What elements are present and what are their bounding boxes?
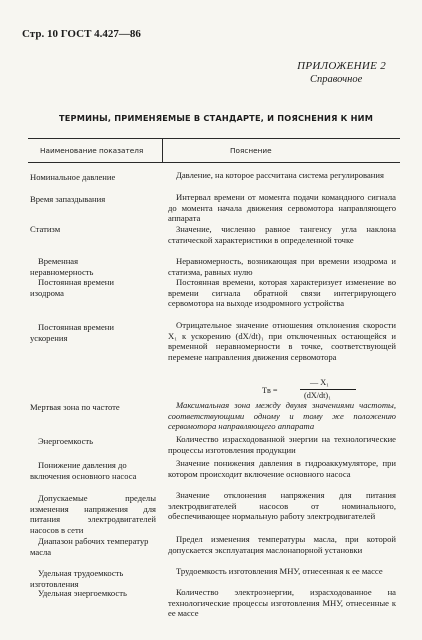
formula-fraction-bar	[300, 389, 356, 390]
table-row-explanation: Значение отклонения напряжения для питания электродвигателей насосов от номинального, обеспечивающее нормальную работу электродвигателей	[168, 490, 396, 522]
table-row-explanation: Давление, на которое рассчитана система регулирования	[176, 170, 384, 180]
section-title: ТЕРМИНЫ, ПРИМЕНЯЕМЫЕ В СТАНДАРТЕ, И ПОЯСНЕНИЯ К НИМ	[58, 113, 374, 123]
formula-tv	[262, 378, 388, 402]
table-row-explanation: Количество израсходованной энергии на технологические процессы изготовления продукции	[168, 434, 396, 455]
table-row-explanation: Постоянная времени, которая характеризует изменение во времени сигнала обратной связи интегрирующего сервомотора на выходе изодромного устройства	[168, 277, 396, 309]
table-row-term: Диапазон рабочих температур масла	[30, 536, 149, 557]
table-row-term: Энергоемкость	[38, 436, 94, 446]
table-row-term: Постоянная времени изодрома	[30, 277, 114, 298]
table-top-rule	[28, 138, 400, 139]
formula-denominator: (dX/dt)₁	[304, 391, 331, 400]
table-row-term: Мертвая зона по частоте	[30, 402, 120, 412]
table-column-divider	[162, 138, 163, 162]
table-row-explanation: Отрицательное значение отношения отклонения скорости X₁ к ускорению (dX/dt)₁ при отключенных остающейся и временной неравномерности в точке, соответствующей перемене направления движения сервомотора	[168, 320, 396, 362]
table-row-term: Статизм	[30, 224, 61, 234]
table-row-term: Время запаздывания	[30, 194, 106, 204]
table-row-explanation: Значение понижения давления в гидроаккумуляторе, при котором происходит включение основного насоса	[168, 458, 396, 479]
table-row-term: Допускаемые пределы изменения напряжения для питания электродвигателей насосов в сети	[30, 493, 156, 535]
table-row-term: Постоянная времени ускорения	[30, 322, 114, 343]
column-header-term: Наименование показателя	[40, 146, 144, 155]
formula-numerator: — X₁	[310, 378, 330, 387]
table-row-explanation: Максимальная зона между двумя значениями частоты, соответствующими одному и тому же положению сервомотора направляющего аппарата	[168, 400, 396, 432]
table-row-term: Понижение давления до включения основного насоса	[30, 460, 137, 481]
page-header: Стр. 10 ГОСТ 4.427—86	[22, 28, 141, 40]
appendix-title: ПРИЛОЖЕНИЕ 2	[297, 60, 386, 72]
table-row-explanation: Трудоемкость изготовления МНУ, отнесенная к ее массе	[176, 566, 383, 576]
table-row-term: Номинальное давление	[30, 172, 116, 182]
table-row-explanation: Предел изменения температуры масла, при которой допускается эксплуатация маслонапорной установки	[168, 534, 396, 555]
table-row-term: Временная неравномерность	[30, 256, 94, 277]
table-row-term: Удельная энергоемкость	[38, 588, 127, 598]
formula-lhs: Tв =	[262, 386, 278, 395]
table-row-explanation: Значение, численно равное тангенсу угла наклона статической характеристики в определенной точке	[168, 224, 396, 245]
table-header-rule	[28, 162, 400, 163]
table-row-term: Удельная трудоемкость изготовления	[30, 568, 124, 589]
column-header-explanation: Пояснение	[230, 146, 272, 155]
table-row-explanation: Неравномерность, возникающая при времени изодрома и статизма, равных нулю	[168, 256, 396, 277]
table-row-explanation: Количество электроэнергии, израсходованное на технологические процессы изготовления МНУ, отнесенные к ее массе	[168, 587, 396, 619]
appendix-subtitle: Справочное	[310, 74, 363, 85]
table-row-explanation: Интервал времени от момента подачи командного сигнала до момента начала движения сервомотора направляющего аппарата	[168, 192, 396, 224]
